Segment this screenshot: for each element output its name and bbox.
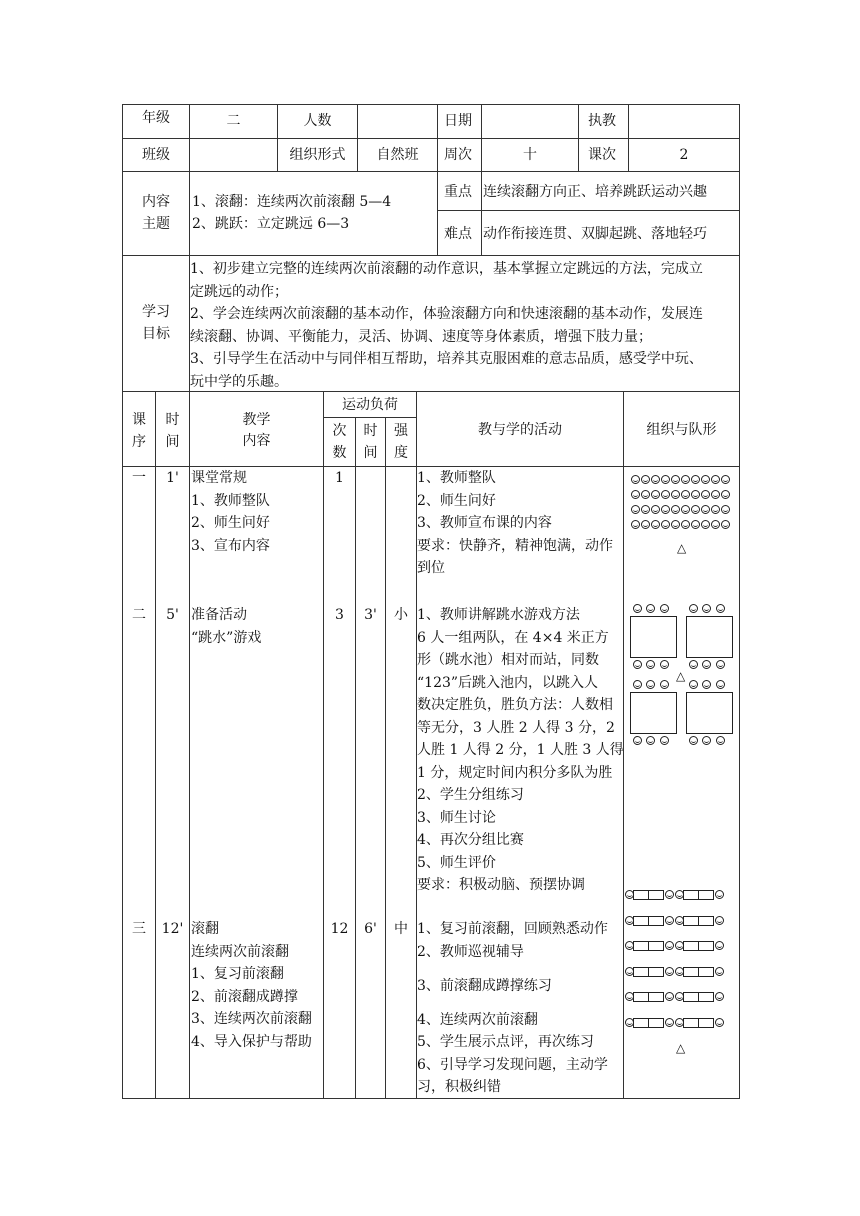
activity-line: 3、前滚翻成蹲撑练习 [417,978,552,994]
activity-line: 2、学生分组练习 [417,787,524,803]
activity-line: 形（跳水池）相对而站，同数 [417,652,599,668]
section-content [191,604,261,649]
goal-line: 1、初步建立完整的连续两次前滚翻的动作意识，基本掌握立定跳远的方法，完成立 [190,261,703,277]
section-duration: 6' [364,921,377,937]
mat-rectangle-icon [698,967,714,977]
mat-row [624,1018,724,1037]
student-smiley-icon [689,680,698,689]
student-smiley-icon [721,475,730,484]
section-intensity: 中 [394,921,408,937]
student-smiley-icon [631,490,640,499]
section-order: 三 [132,921,146,937]
content-line: 2、师生问好 [191,515,270,531]
mat-rectangle-icon [698,992,714,1002]
th-time-2: 间 [165,434,180,450]
student-smiley-icon [661,475,670,484]
content-line-2: 2、跳跃：立定跳远 6—3 [192,216,350,232]
student-smiley-icon [631,505,640,514]
content-line: 连续两次前滚翻 [191,943,289,960]
student-smiley-icon [675,992,684,1001]
student-smiley-icon [625,967,634,976]
content-line: 滚翻 [191,921,219,937]
student-smiley-icon [646,736,655,745]
student-smiley-icon [702,604,711,613]
mat-rectangle-icon [698,890,714,900]
activity-line: 要求：快静齐，精神饱满，动作 [417,537,613,554]
student-smiley-icon [716,604,725,613]
week-label: 周次 [444,147,472,163]
student-smiley-icon [625,992,634,1001]
th-exercise-load: 运动负荷 [342,397,398,413]
student-group [632,680,673,699]
student-smiley-icon [721,505,730,514]
lesson-value: 2 [679,147,689,163]
mat-row [624,916,724,935]
formation-diagram-pools [624,600,739,755]
th-times-1: 次 [332,423,347,439]
student-smiley-icon [715,967,724,976]
grade-value: 二 [226,113,241,129]
section-duration: 3' [364,607,377,623]
goals-label-1: 学习 [142,304,170,320]
section-times: 1 [335,470,344,486]
activity-line: 1 分，规定时间内积分多队为胜 [417,764,613,781]
activity-line: “123”后跳入池内，以跳入人 [417,674,599,691]
section-intensity: 小 [394,607,408,623]
goal-line: 3、引导学生在活动中与同伴相互帮助，培养其克服困难的意志品质，感受学中玩、 [190,351,703,367]
goals-text [190,258,703,393]
section-content [191,467,270,557]
activity-line: 人胜 1 人得 2 分，1 人胜 3 人得 [417,742,624,758]
mat-rectangle-icon [633,890,649,900]
section-times: 3 [335,607,344,623]
student-smiley-icon [665,941,674,950]
student-smiley-icon [631,520,640,529]
student-smiley-icon [633,680,642,689]
lesson-label: 课次 [588,147,616,163]
week-value: 十 [523,147,537,163]
student-smiley-icon [689,604,698,613]
teacher-triangle-icon: △ [676,1041,686,1055]
student-smiley-icon [665,992,674,1001]
activity-line: 要求：积极动脑、预摆协调 [417,877,585,893]
student-smiley-icon [702,660,711,669]
mat-rectangle-icon [648,967,664,977]
mat-rectangle-icon [648,1018,664,1028]
th-activity: 教与学的活动 [478,422,562,438]
content-line-1: 1、滚翻：连续两次前滚翻 5—4 [192,194,392,210]
goal-line: 续滚翻、协调、平衡能力，灵活、协调、速度等身体素质，增强下肢力量； [190,328,652,345]
th-intensity-2: 度 [394,445,408,461]
student-smiley-icon [715,890,724,899]
mat-rectangle-icon [683,992,699,1002]
content-line: 3、宣布内容 [191,537,270,554]
section-order: 一 [132,470,146,486]
class-label: 班级 [142,147,170,163]
mat-rectangle-icon [698,941,714,951]
student-smiley-icon [651,490,660,499]
key-point-value: 连续滚翻方向正、培养跳跃运动兴趣 [483,184,707,200]
formation-diagram-lineup [630,475,738,555]
student-smiley-icon [641,520,650,529]
activity-line: 5、学生展示点评，再次练习 [417,1034,594,1050]
student-row [630,475,738,490]
th-order-1: 课 [132,412,146,428]
student-smiley-icon [675,916,684,925]
date-label: 日期 [444,113,472,129]
grade-label: 年级 [142,110,170,126]
student-smiley-icon [660,736,669,745]
student-smiley-icon [671,520,680,529]
activity-line: 3、师生讨论 [417,809,496,826]
student-smiley-icon [633,604,642,613]
activity-line: 4、再次分组比赛 [417,832,524,848]
section-time: 12' [161,921,184,937]
th-order-2: 序 [132,434,146,450]
th-content-1: 教学 [242,412,271,428]
student-smiley-icon [721,520,730,529]
student-smiley-icon [689,660,698,669]
student-smiley-icon [715,916,724,925]
content-line: 2、前滚翻成蹲撑 [191,988,298,1005]
activity-line: 1、复习前滚翻，回顾熟悉动作 [417,921,608,937]
count-label: 人数 [303,113,332,129]
student-smiley-icon [681,475,690,484]
key-point-label: 重点 [444,184,472,200]
teacher-triangle-icon: △ [676,669,686,683]
student-row [630,490,738,505]
student-smiley-icon [651,505,660,514]
student-smiley-icon [660,604,669,613]
content-line: 课堂常规 [191,470,247,486]
student-smiley-icon [631,475,640,484]
mat-row [624,992,724,1011]
student-row [630,520,738,535]
student-smiley-icon [665,1018,674,1027]
student-smiley-icon [665,967,674,976]
mat-rectangle-icon [648,941,664,951]
difficulty-label: 难点 [444,226,472,242]
student-smiley-icon [701,520,710,529]
activity-line: 2、教师巡视辅导 [417,944,524,960]
mat-rectangle-icon [633,992,649,1002]
th-duration-1: 时 [363,423,378,439]
section-order: 二 [132,607,146,623]
student-smiley-icon [716,660,725,669]
student-smiley-icon [716,680,725,689]
activity-line: 习，积极纠错 [417,1079,501,1095]
student-smiley-icon [651,520,660,529]
th-time-1: 时 [165,412,180,428]
th-times-2: 数 [332,445,347,461]
student-smiley-icon [681,490,690,499]
goal-line: 定跳远的动作； [190,283,288,300]
activity-line: 4、连续两次前滚翻 [417,1012,538,1028]
section-activity [417,604,624,897]
student-group [688,660,729,679]
content-line: 准备活动 [191,607,247,623]
mat-rectangle-icon [698,1018,714,1028]
student-group [688,680,729,699]
content-theme-label-2: 主题 [142,216,170,232]
student-group [688,736,729,755]
mat-rectangle-icon [633,916,649,926]
mat-row [624,890,724,909]
content-line: “跳水”游戏 [191,629,262,646]
mat-rectangle-icon [633,1018,649,1028]
student-smiley-icon [689,736,698,745]
student-smiley-icon [681,520,690,529]
mat-rectangle-icon [683,941,699,951]
th-content-2: 内容 [242,433,271,449]
student-smiley-icon [660,680,669,689]
student-smiley-icon [625,890,634,899]
student-smiley-icon [646,680,655,689]
student-smiley-icon [691,475,700,484]
section-times: 12 [330,921,349,937]
student-smiley-icon [701,475,710,484]
content-line: 1、教师整队 [191,492,270,509]
mat-rectangle-icon [648,916,664,926]
student-smiley-icon [691,490,700,499]
section-content [191,918,312,1053]
student-smiley-icon [625,941,634,950]
student-smiley-icon [711,520,720,529]
section-time: 1' [166,470,179,486]
th-intensity-1: 强 [394,423,408,439]
difficulty-value: 动作衔接连贯、双脚起跳、落地轻巧 [483,226,707,242]
student-smiley-icon [646,604,655,613]
mat-rectangle-icon [633,941,649,951]
student-smiley-icon [691,520,700,529]
student-smiley-icon [721,490,730,499]
student-smiley-icon [701,490,710,499]
activity-line: 1、教师讲解跳水游戏方法 [417,607,580,623]
mat-rectangle-icon [683,967,699,977]
activity-line: 数决定胜负，胜负方法：人数相 [417,697,613,713]
activity-line: 3、教师宣布课的内容 [417,515,552,531]
mat-rectangle-icon [683,1018,699,1028]
student-smiley-icon [715,941,724,950]
student-smiley-icon [633,660,642,669]
mat-rectangle-icon [683,916,699,926]
activity-line: 6 人一组两队，在 4×4 米正方 [417,629,609,646]
org-form-label: 组织形式 [289,147,346,163]
student-smiley-icon [681,505,690,514]
content-line: 1、复习前滚翻 [191,966,284,982]
content-line: 3、连续两次前滚翻 [191,1011,312,1027]
content-theme-label-1: 内容 [142,194,170,210]
student-smiley-icon [675,967,684,976]
mat-row [624,967,724,986]
student-smiley-icon [675,890,684,899]
student-smiley-icon [633,736,642,745]
student-smiley-icon [641,475,650,484]
goal-line: 2、学会连续两次前滚翻的基本动作，体验滚翻方向和快速滚翻的基本动作，发展连 [190,306,703,322]
org-form-value: 自然班 [376,147,419,163]
activity-line: 5、师生评价 [417,854,496,871]
student-smiley-icon [651,475,660,484]
student-smiley-icon [671,490,680,499]
student-smiley-icon [671,475,680,484]
student-smiley-icon [646,660,655,669]
mat-rectangle-icon [648,890,664,900]
section-activity [417,467,613,580]
student-row [630,505,738,520]
student-smiley-icon [661,505,670,514]
mat-rectangle-icon [683,890,699,900]
student-smiley-icon [691,505,700,514]
formation-diagram-mats [624,890,739,1060]
content-line: 4、导入保护与帮助 [191,1033,312,1050]
teacher-label: 执教 [588,113,616,129]
student-group [688,604,729,623]
activity-line: 6、引导学习发现问题，主动学 [417,1057,608,1073]
activity-line: 到位 [417,560,445,576]
student-smiley-icon [702,680,711,689]
student-smiley-icon [641,490,650,499]
activity-line: 1、教师整队 [417,470,496,486]
goal-line: 玩中学的乐趣。 [190,373,288,390]
student-smiley-icon [671,505,680,514]
activity-line: 2、师生问好 [417,492,496,509]
mat-rectangle-icon [633,967,649,977]
student-group [632,736,673,755]
student-smiley-icon [625,916,634,925]
student-smiley-icon [625,1018,634,1027]
goals-label-2: 目标 [142,326,170,342]
student-group [632,604,673,623]
student-smiley-icon [660,660,669,669]
student-smiley-icon [702,736,711,745]
th-duration-2: 间 [363,445,378,461]
student-smiley-icon [661,490,670,499]
student-smiley-icon [675,1018,684,1027]
activity-line: 等无分，3 人胜 2 人得 3 分，2 [417,719,615,736]
student-smiley-icon [701,505,710,514]
student-smiley-icon [715,992,724,1001]
student-group [632,660,673,679]
student-smiley-icon [711,475,720,484]
student-smiley-icon [716,736,725,745]
mat-rectangle-icon [648,992,664,1002]
student-smiley-icon [711,490,720,499]
student-smiley-icon [675,941,684,950]
student-smiley-icon [715,1018,724,1027]
teacher-triangle-icon: △ [677,541,687,555]
section-time: 5' [166,607,179,623]
th-organization: 组织与队形 [646,422,717,438]
student-smiley-icon [661,520,670,529]
mat-rectangle-icon [698,916,714,926]
mat-row [624,941,724,960]
student-smiley-icon [711,505,720,514]
student-smiley-icon [641,505,650,514]
student-smiley-icon [665,916,674,925]
student-smiley-icon [665,890,674,899]
